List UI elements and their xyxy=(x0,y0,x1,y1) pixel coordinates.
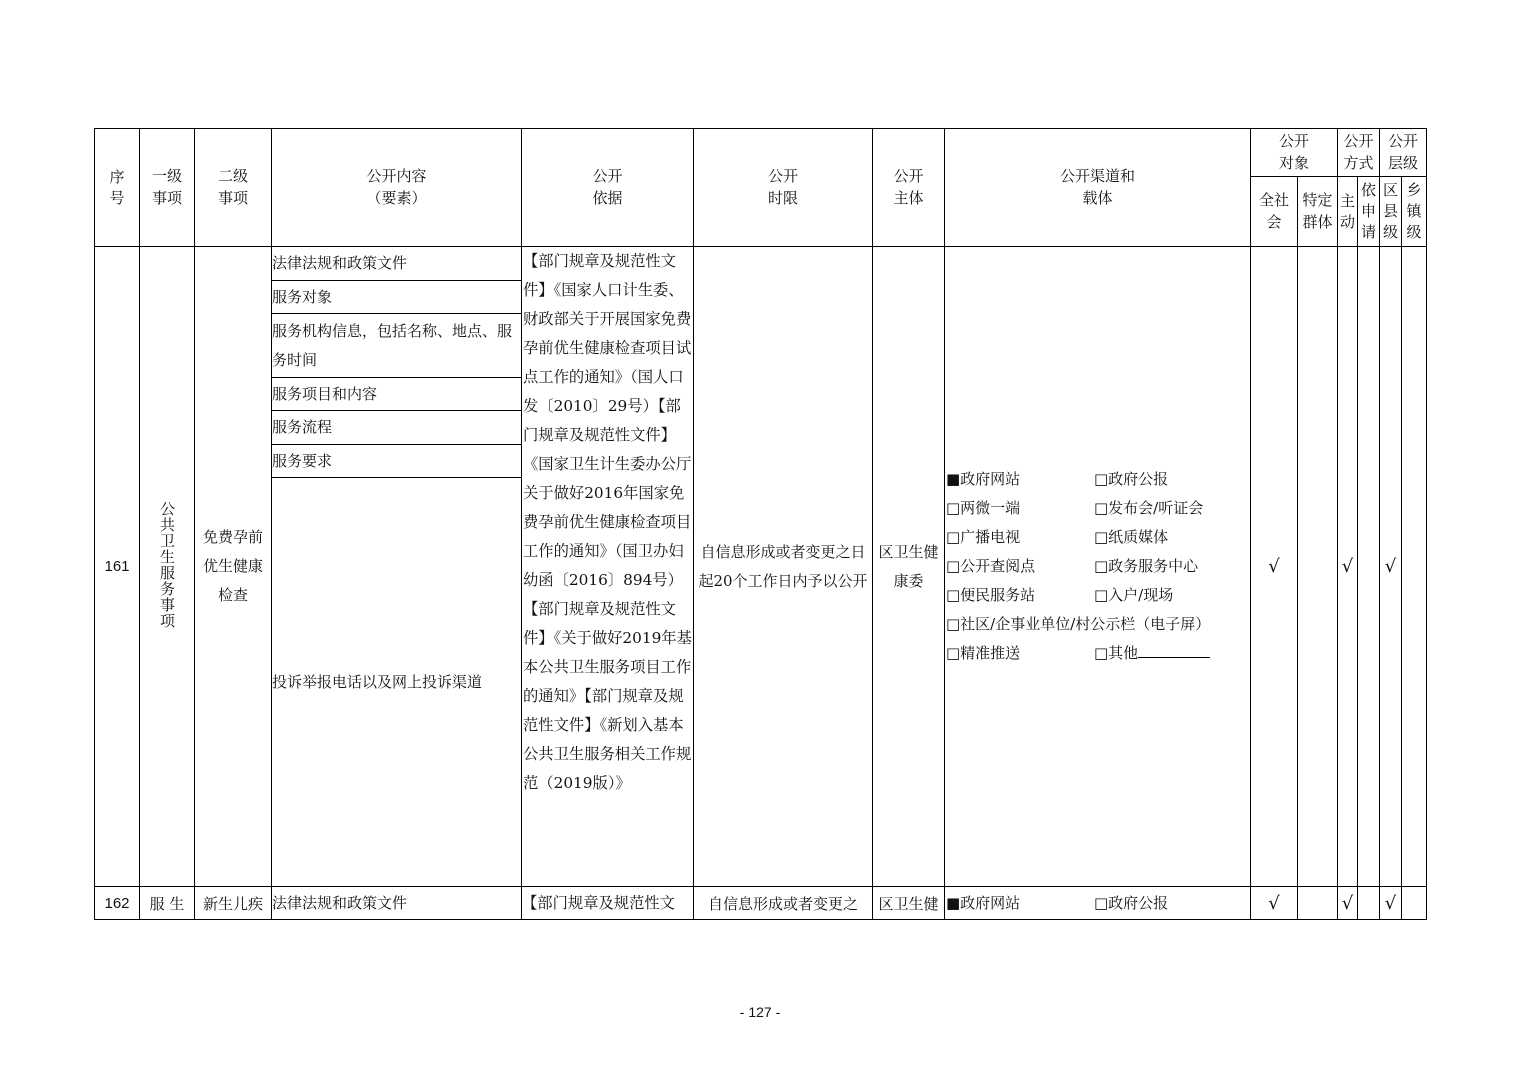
row162-level-town xyxy=(1402,887,1427,920)
header-content: 公开内容（要素） xyxy=(272,129,522,247)
row161-channels xyxy=(945,247,1251,887)
row162-basis: 【部门规章及规范性文 xyxy=(522,887,694,920)
channel-item: □发布会/听证会 xyxy=(1094,499,1204,517)
header-channel: 公开渠道和载体 xyxy=(945,129,1251,247)
row161-content-7: 投诉举报电话以及网上投诉渠道 xyxy=(272,478,522,887)
row161-target-specific xyxy=(1298,247,1338,887)
header-method-group: 公开方式 xyxy=(1338,129,1380,177)
channel-item: □两微一端 xyxy=(946,499,1021,517)
header-level-group: 公开层级 xyxy=(1380,129,1427,177)
header-subject: 公开主体 xyxy=(873,129,945,247)
row162-target-all: √ xyxy=(1251,887,1298,920)
channel-item: □社区/企事业单位/村公示栏（电子屏） xyxy=(946,615,1211,633)
row161-content-1: 法律法规和政策文件 xyxy=(272,247,522,281)
header-target-all: 全社会 xyxy=(1251,177,1298,247)
row162-target-specific xyxy=(1298,887,1338,920)
header-method-request: 依申请 xyxy=(1358,177,1380,247)
channel-item: □公开查阅点 xyxy=(946,557,1036,575)
channel-item: □政务服务中心 xyxy=(1094,557,1199,575)
header-level1: 一级事项 xyxy=(140,129,195,247)
channel-item: ■政府网站 xyxy=(946,470,1021,488)
channel-item: □政府公报 xyxy=(1094,470,1169,488)
row161-method-active: √ xyxy=(1338,247,1358,887)
row162-seq: 162 xyxy=(95,887,140,920)
other-blank-line xyxy=(1138,643,1210,658)
channel-item: □政府公报 xyxy=(1094,893,1169,912)
row161-subject: 区卫生健康委 xyxy=(873,247,945,887)
channel-item-other: □其他 xyxy=(1094,639,1244,668)
row161-level-county: √ xyxy=(1380,247,1402,887)
header-time: 公开时限 xyxy=(694,129,873,247)
header-target-specific: 特定群体 xyxy=(1298,177,1338,247)
header-level2: 二级事项 xyxy=(195,129,272,247)
row161-level2: 免费孕前优生健康检查 xyxy=(195,247,272,887)
row161-target-all: √ xyxy=(1251,247,1298,887)
row161-content-6: 服务要求 xyxy=(272,445,522,478)
page-number: - 127 - xyxy=(739,1004,781,1020)
header-target-group: 公开对象 xyxy=(1251,129,1338,177)
row162-subject: 区卫生健 xyxy=(873,887,945,920)
header-basis: 公开依据 xyxy=(522,129,694,247)
row162-time: 自信息形成或者变更之 xyxy=(694,887,873,920)
row161-level-town xyxy=(1402,247,1427,887)
header-level-town: 乡镇级 xyxy=(1402,177,1427,247)
row161-content-5: 服务流程 xyxy=(272,411,522,445)
disclosure-table xyxy=(94,128,1427,920)
channel-item: □入户/现场 xyxy=(1094,586,1174,604)
row162-method-request xyxy=(1358,887,1380,920)
channel-item: ■政府网站 xyxy=(946,893,1021,912)
header-method-active: 主动 xyxy=(1338,177,1358,247)
row161-method-request xyxy=(1358,247,1380,887)
row162-content: 法律法规和政策文件 xyxy=(272,887,522,920)
row161-basis: 【部门规章及规范性文件】《国家人口计生委、财政部关于开展国家免费孕前优生健康检查项目试点工作的通知》（国人口发〔2010〕29号）【部门规章及规范性文件】《国家卫生计生委办公厅关于做好2016年国家免费孕前优生健康检查项目工作的通知》（国卫办妇幼函〔2016〕894号）【部门规章及规范性文件】《关于做好2019年基本公共卫生服务项目工作的通知》【部门规章及规范性文件】《新划入基本公共卫生服务相关工作规范（2019版）》 xyxy=(522,247,694,887)
row161-content-2: 服务对象 xyxy=(272,281,522,314)
channel-item: □广播电视 xyxy=(946,528,1021,546)
header-level-county: 区县级 xyxy=(1380,177,1402,247)
row161-content-4: 服务项目和内容 xyxy=(272,378,522,411)
channel-item: □精准推送 xyxy=(946,644,1021,662)
row161-time: 自信息形成或者变更之日起20个工作日内予以公开 xyxy=(694,247,873,887)
row162-level-county: √ xyxy=(1380,887,1402,920)
header-seq: 序号 xyxy=(95,129,140,247)
row162-method-active: √ xyxy=(1338,887,1358,920)
row162-channels xyxy=(945,887,1251,920)
row162-level2: 新生儿疾 xyxy=(195,887,272,920)
row162-level1: 服 生 xyxy=(140,887,195,920)
row161-content-3: 服务机构信息，包括名称、地点、服务时间 xyxy=(272,314,522,378)
channel-item: □纸质媒体 xyxy=(1094,528,1169,546)
row161-seq: 161 xyxy=(95,247,140,887)
row161-level1: 公共卫生服务事项 xyxy=(140,247,195,887)
channel-item: □便民服务站 xyxy=(946,586,1036,604)
